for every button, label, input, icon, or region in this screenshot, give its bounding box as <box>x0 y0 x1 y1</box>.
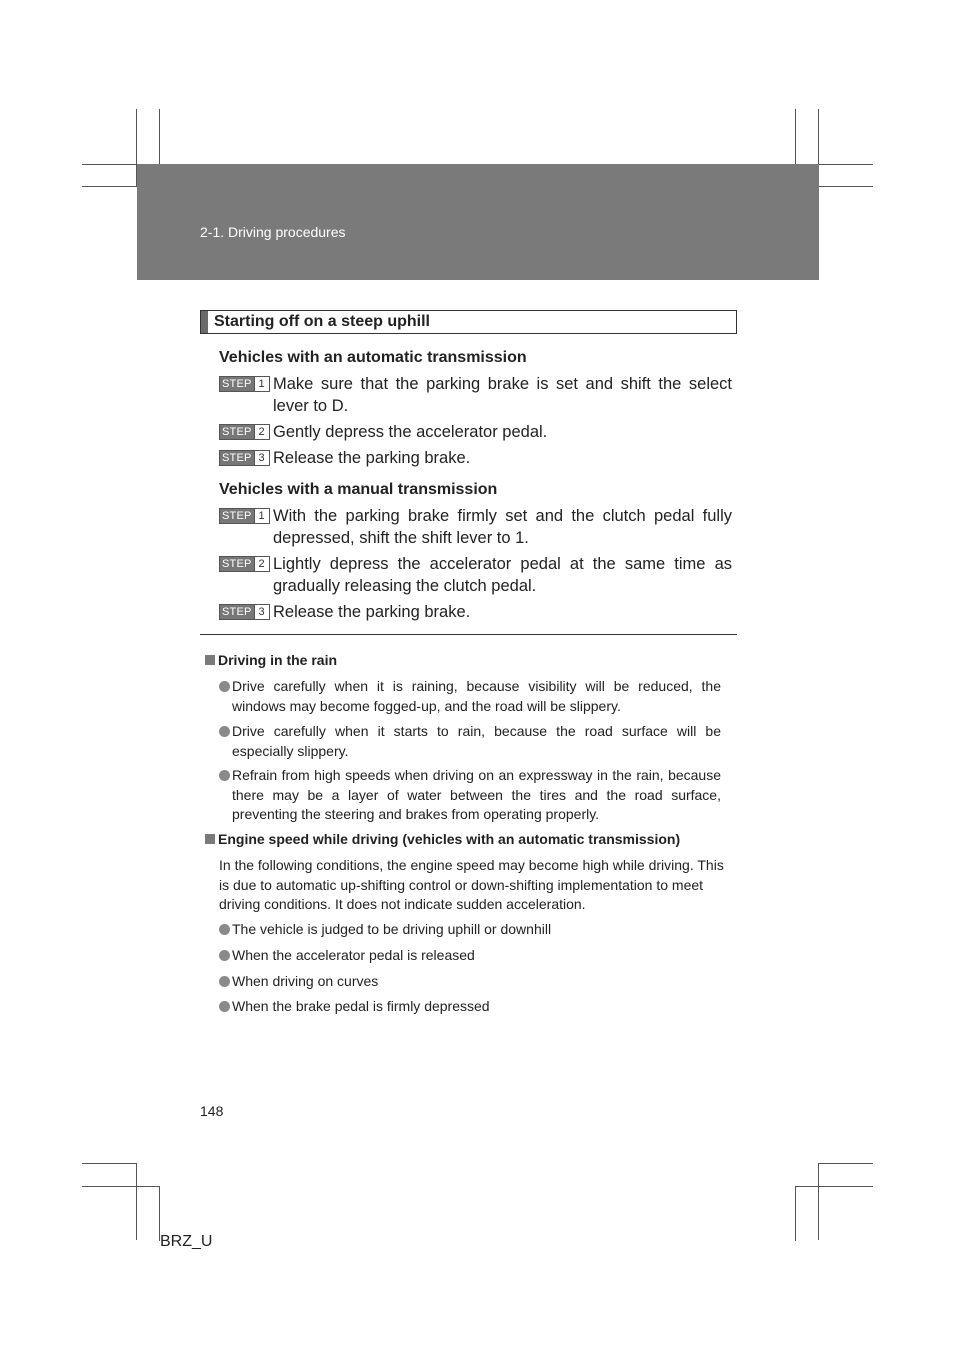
auto-step-2 <box>219 421 732 443</box>
step-text: Release the parking brake. <box>273 449 471 467</box>
manual-step-2 <box>219 553 732 597</box>
document-code: BRZ_U <box>160 1233 213 1250</box>
manual-step-3 <box>219 601 732 623</box>
step-text: With the parking brake firmly set and the clutch pedal fully depressed, shift the shift lever to 1. <box>273 507 732 547</box>
auto-step-1 <box>219 373 732 417</box>
circle-bullet-icon <box>219 726 230 737</box>
list-item: Drive carefully when it is raining, because visibility will be reduced, the windows may become fogged-up, and the road will be slippery. <box>219 677 721 716</box>
circle-bullet-icon <box>219 924 230 935</box>
list-item: Drive carefully when it starts to rain, because the road surface will be especially slippery. <box>219 722 721 761</box>
note-heading-rain: Driving in the rain <box>205 652 337 668</box>
manual-transmission-heading: Vehicles with a manual transmission <box>219 481 498 498</box>
note-heading-engine-speed: Engine speed while driving (vehicles with an automatic transmission) <box>205 831 680 847</box>
list-item: When driving on curves <box>219 972 721 992</box>
step-badge: STEP 2 <box>219 556 270 572</box>
step-badge: STEP 3 <box>219 604 270 620</box>
auto-transmission-heading: Vehicles with an automatic transmission <box>219 349 527 366</box>
square-bullet-icon <box>205 655 215 665</box>
step-badge: STEP 1 <box>219 376 270 392</box>
step-badge: STEP 3 <box>219 450 270 466</box>
list-item: The vehicle is judged to be driving uphill or downhill <box>219 920 721 940</box>
step-text: Gently depress the accelerator pedal. <box>273 423 548 441</box>
list-item: When the brake pedal is firmly depressed <box>219 997 721 1017</box>
section-divider <box>200 634 737 635</box>
circle-bullet-icon <box>219 950 230 961</box>
section-title-box <box>200 310 737 334</box>
step-badge: STEP 1 <box>219 508 270 524</box>
list-item: When the accelerator pedal is released <box>219 946 721 966</box>
list-item: Refrain from high speeds when driving on an expressway in the rain, because there may be a layer of water between the tires and the road surface, preventing the steering and brakes from operating properly. <box>219 766 721 825</box>
square-bullet-icon <box>205 834 215 844</box>
auto-step-3 <box>219 447 732 469</box>
circle-bullet-icon <box>219 976 230 987</box>
chapter-header-band <box>137 164 819 280</box>
section-title: Starting off on a steep uphill <box>214 313 430 330</box>
section-title-bar <box>201 311 208 333</box>
step-text: Make sure that the parking brake is set and shift the select lever to D. <box>273 375 732 415</box>
manual-step-1 <box>219 505 732 549</box>
engine-speed-intro: In the following conditions, the engine speed may become high while driving. This is due to automatic up-shifting control or down-shifting implementation to meet driving conditions. It does not indicate sudden acceleration. <box>219 857 724 912</box>
circle-bullet-icon <box>219 1001 230 1012</box>
step-badge: STEP 2 <box>219 424 270 440</box>
circle-bullet-icon <box>219 770 230 781</box>
breadcrumb: 2-1. Driving procedures <box>200 224 346 240</box>
page-number: 148 <box>200 1103 224 1119</box>
circle-bullet-icon <box>219 681 230 692</box>
step-text: Lightly depress the accelerator pedal at the same time as gradually releasing the clutch pedal. <box>273 555 732 595</box>
step-text: Release the parking brake. <box>273 603 471 621</box>
